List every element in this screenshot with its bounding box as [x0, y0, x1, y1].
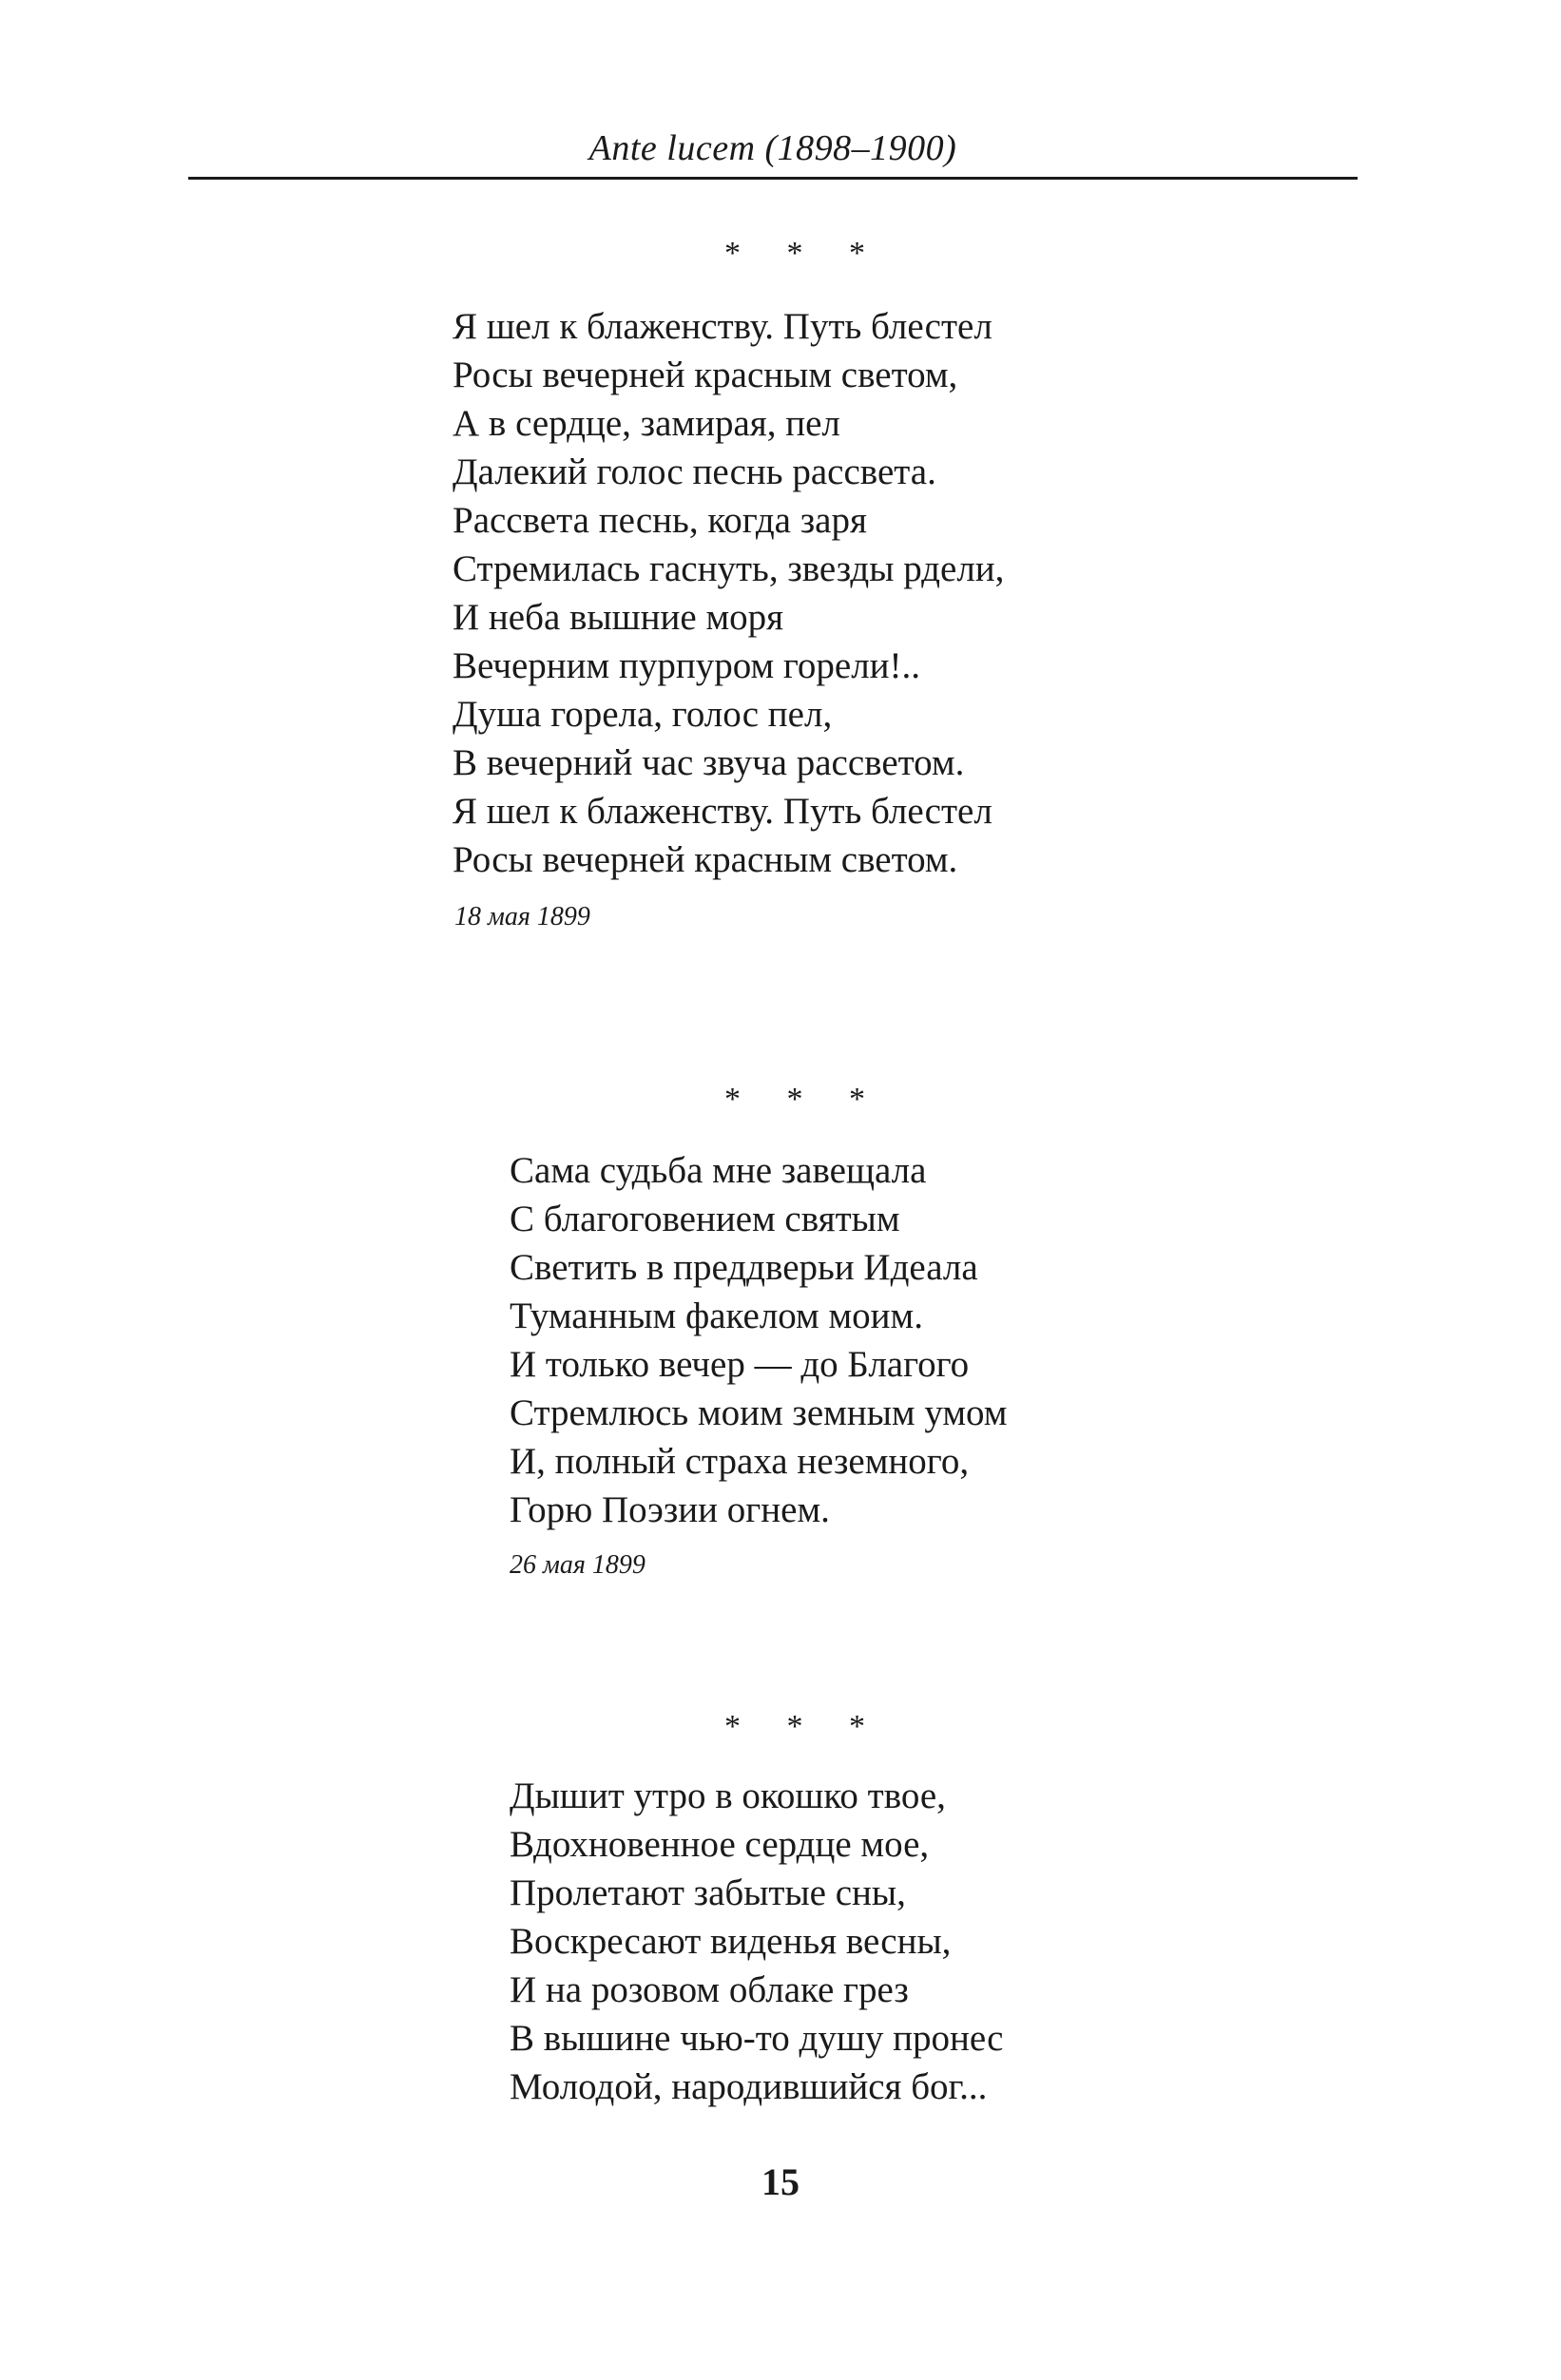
verse-line: Далекий голос песнь рассвета. — [453, 451, 936, 492]
verse-line: С благоговением святым — [510, 1199, 900, 1239]
verse-line: В вечерний час звуча рассветом. — [453, 742, 965, 783]
verse-line: Пролетают забытые сны, — [510, 1872, 906, 1913]
verse-line: А в сердце, замирая, пел — [453, 403, 840, 444]
verse-line: Я шел к блаженству. Путь блестел — [453, 791, 992, 832]
poem-1-asterism: * * * — [724, 236, 884, 271]
verse-line: Сама судьба мне завещала — [510, 1150, 927, 1191]
verse-line: Росы вечерней красным светом. — [453, 839, 958, 880]
verse-line: Светить в преддверьи Идеала — [510, 1247, 978, 1288]
verse-line: И неба вышние моря — [453, 597, 784, 638]
verse-line: В вышине чью-то душу пронес — [510, 2018, 1004, 2059]
verse-line: Горю Поэзии огнем. — [510, 1489, 830, 1530]
verse-line: Молодой, народившийся бог... — [510, 2066, 988, 2107]
poem-2-date: 26 мая 1899 — [510, 1550, 646, 1580]
verse-line: Стремлюсь моим земным умом — [510, 1392, 1008, 1433]
running-title: Ante lucem (1898–1900) — [588, 128, 957, 168]
verse-line: Душа горела, голос пел, — [453, 694, 833, 735]
verse-line: Я шел к блаженству. Путь блестел — [453, 306, 992, 347]
verse-line: Вечерним пурпуром горели!.. — [453, 645, 921, 686]
verse-line: И, полный страха неземного, — [510, 1441, 970, 1482]
verse-line: Туманным факелом моим. — [510, 1296, 923, 1336]
page-number: 15 — [761, 2160, 800, 2203]
verse-line: И только вечер — до Благого — [510, 1344, 970, 1385]
poem-1-date: 18 мая 1899 — [454, 902, 590, 931]
verse-line: Дышит утро в окошко твое, — [510, 1775, 946, 1816]
verse-line: Вдохновенное сердце мое, — [510, 1824, 930, 1865]
poem-3-asterism: * * * — [724, 1709, 884, 1744]
verse-line: Воскресают виденья весны, — [510, 1921, 952, 1962]
poem-2-asterism: * * * — [724, 1082, 884, 1117]
verse-line: Стремилась гаснуть, звезды рдели, — [453, 548, 1005, 589]
verse-line: Рассвета песнь, когда заря — [453, 500, 867, 541]
verse-line: Росы вечерней красным светом, — [453, 355, 958, 395]
verse-line: И на розовом облаке грез — [510, 1969, 909, 2010]
poem-3-stanza — [510, 1772, 1003, 2111]
